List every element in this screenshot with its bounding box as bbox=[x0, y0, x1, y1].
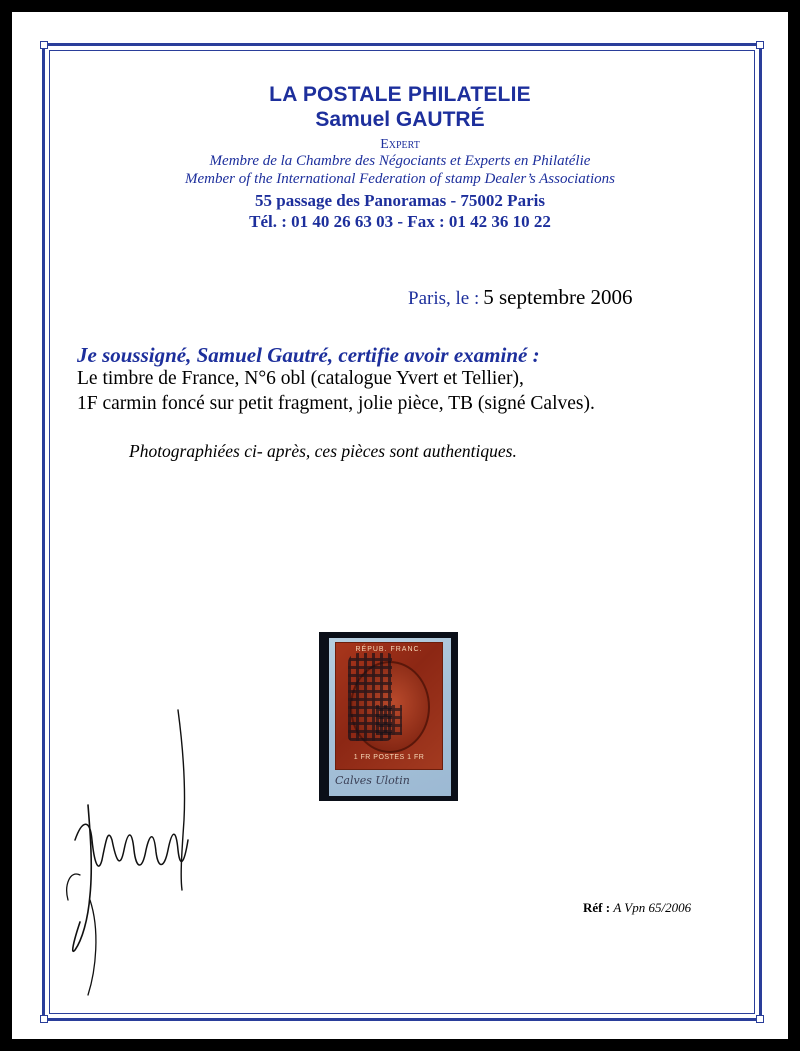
stamp-top-inscription: RÉPUB. FRANC. bbox=[355, 646, 423, 653]
handwritten-signature bbox=[60, 700, 210, 1000]
border-corner bbox=[40, 1015, 48, 1023]
date-value: 5 septembre 2006 bbox=[483, 285, 633, 309]
reference-number bbox=[583, 900, 691, 916]
reference-value: A Vpn 65/2006 bbox=[613, 900, 692, 915]
phone-fax: Tél. : 01 40 26 63 03 - Fax : 01 42 36 10 22 bbox=[249, 212, 551, 231]
border-corner bbox=[756, 1015, 764, 1023]
date-line bbox=[408, 285, 633, 310]
company-name: LA POSTALE PHILATELIE bbox=[269, 83, 531, 106]
expert-title: Expert bbox=[380, 137, 420, 152]
postal-address: 55 passage des Panoramas - 75002 Paris bbox=[255, 191, 545, 210]
item-description-line-2: 1F carmin foncé sur petit fragment, jolie pièce, TB (signé Calves). bbox=[77, 393, 595, 414]
expert-name: Samuel GAUTRÉ bbox=[315, 108, 485, 131]
date-label: Paris, le : bbox=[408, 288, 480, 309]
stamp-bottom-inscription: 1 FR POSTES 1 FR bbox=[353, 754, 425, 761]
reference-label: Réf : bbox=[583, 900, 611, 915]
membership-french: Membre de la Chambre des Négociants et Experts en Philatélie bbox=[209, 153, 591, 169]
grid-cancellation bbox=[376, 705, 402, 735]
item-description-line-1: Le timbre de France, N°6 obl (catalogue Yvert et Tellier), bbox=[77, 368, 524, 389]
paper-fragment bbox=[329, 638, 451, 796]
ceres-stamp bbox=[335, 642, 443, 770]
border-corner bbox=[756, 41, 764, 49]
border-corner bbox=[40, 41, 48, 49]
pencil-signature-note: Calves Ulotin bbox=[335, 774, 410, 787]
photo-authenticity-note: Photographiées ci- après, ces pièces sont authentiques. bbox=[129, 441, 517, 461]
stamp-photograph bbox=[319, 632, 458, 801]
certification-statement: Je soussigné, Samuel Gautré, certifie avoir examiné : bbox=[77, 343, 540, 367]
membership-english: Member of the International Federation of stamp Dealer’s Associations bbox=[185, 171, 615, 187]
